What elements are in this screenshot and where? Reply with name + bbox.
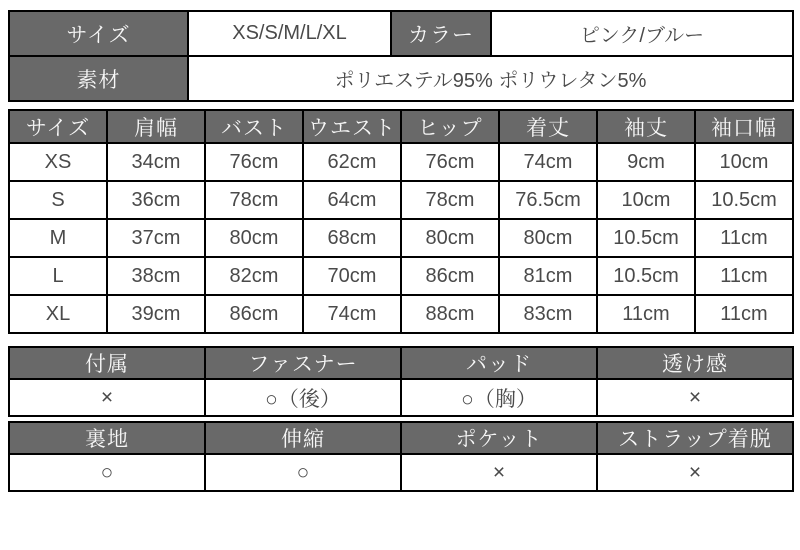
size-name-cell: S: [9, 181, 107, 219]
size-measurements-table: [8, 109, 794, 334]
spec-header: 付属: [9, 347, 205, 379]
measure-cell: 80cm: [205, 219, 303, 257]
spec-value: ×: [597, 379, 793, 416]
spec-header: 裏地: [9, 422, 205, 454]
spec-header: 伸縮: [205, 422, 401, 454]
table-row-l: [9, 257, 793, 295]
measure-cell: 82cm: [205, 257, 303, 295]
column-header: 袖口幅: [695, 110, 793, 143]
measure-cell: 10cm: [597, 181, 695, 219]
measure-cell: 78cm: [401, 181, 499, 219]
measure-cell: 34cm: [107, 143, 205, 181]
column-header: 肩幅: [107, 110, 205, 143]
measure-cell: 88cm: [401, 295, 499, 333]
column-header: バスト: [205, 110, 303, 143]
measure-cell: 86cm: [205, 295, 303, 333]
size-label-cell: サイズ: [9, 11, 188, 56]
measure-cell: 11cm: [597, 295, 695, 333]
measure-cell: 80cm: [401, 219, 499, 257]
measure-cell: 74cm: [303, 295, 401, 333]
measure-cell: 9cm: [597, 143, 695, 181]
color-label-cell: カラー: [391, 11, 491, 56]
spec-value: ○: [9, 454, 205, 491]
spec-header: パッド: [401, 347, 597, 379]
measure-cell: 62cm: [303, 143, 401, 181]
measure-cell: 11cm: [695, 219, 793, 257]
table-row: [9, 56, 793, 101]
table-row-xs: [9, 143, 793, 181]
spec-value: ×: [597, 454, 793, 491]
table-row-xl: [9, 295, 793, 333]
size-name-cell: L: [9, 257, 107, 295]
measure-cell: 80cm: [499, 219, 597, 257]
measure-cell: 36cm: [107, 181, 205, 219]
measure-cell: 11cm: [695, 257, 793, 295]
spec-header: ファスナー: [205, 347, 401, 379]
size-value-cell: XS/S/M/L/XL: [188, 11, 391, 56]
spec-header-row: [9, 347, 793, 379]
measure-cell: 78cm: [205, 181, 303, 219]
spec-header: ストラップ着脱: [597, 422, 793, 454]
spec-header: 透け感: [597, 347, 793, 379]
spec-value-row: [9, 379, 793, 416]
measure-cell: 10.5cm: [597, 257, 695, 295]
column-header: ヒップ: [401, 110, 499, 143]
measure-cell: 68cm: [303, 219, 401, 257]
spec-value-row: [9, 454, 793, 491]
measure-cell: 10.5cm: [695, 181, 793, 219]
measure-cell: 76cm: [401, 143, 499, 181]
measure-cell: 76.5cm: [499, 181, 597, 219]
table-row: [9, 11, 793, 56]
column-header: 着丈: [499, 110, 597, 143]
measure-cell: 74cm: [499, 143, 597, 181]
measure-cell: 86cm: [401, 257, 499, 295]
measure-cell: 11cm: [695, 295, 793, 333]
size-name-cell: M: [9, 219, 107, 257]
table-row-s: [9, 181, 793, 219]
spec-table-2: [8, 421, 794, 492]
measure-cell: 64cm: [303, 181, 401, 219]
size-name-cell: XL: [9, 295, 107, 333]
measure-cell: 39cm: [107, 295, 205, 333]
measure-cell: 76cm: [205, 143, 303, 181]
measure-cell: 10cm: [695, 143, 793, 181]
spec-value: ○（後）: [205, 379, 401, 416]
product-info-table: [8, 10, 794, 102]
material-value-cell: ポリエステル95% ポリウレタン5%: [188, 56, 793, 101]
measure-cell: 37cm: [107, 219, 205, 257]
measure-cell: 38cm: [107, 257, 205, 295]
spec-header: ポケット: [401, 422, 597, 454]
color-value-cell: ピンク/ブルー: [491, 11, 793, 56]
spec-header-row: [9, 422, 793, 454]
size-name-cell: XS: [9, 143, 107, 181]
measure-cell: 70cm: [303, 257, 401, 295]
table-row-m: [9, 219, 793, 257]
measure-cell: 81cm: [499, 257, 597, 295]
spec-value: ○: [205, 454, 401, 491]
measure-cell: 83cm: [499, 295, 597, 333]
spec-value: ×: [9, 379, 205, 416]
column-header: 袖丈: [597, 110, 695, 143]
measure-cell: 10.5cm: [597, 219, 695, 257]
material-label-cell: 素材: [9, 56, 188, 101]
spec-value: ○（胸）: [401, 379, 597, 416]
column-header: ウエスト: [303, 110, 401, 143]
spec-table-1: [8, 346, 794, 417]
spec-value: ×: [401, 454, 597, 491]
size-table-header-row: [9, 110, 793, 143]
column-header: サイズ: [9, 110, 107, 143]
